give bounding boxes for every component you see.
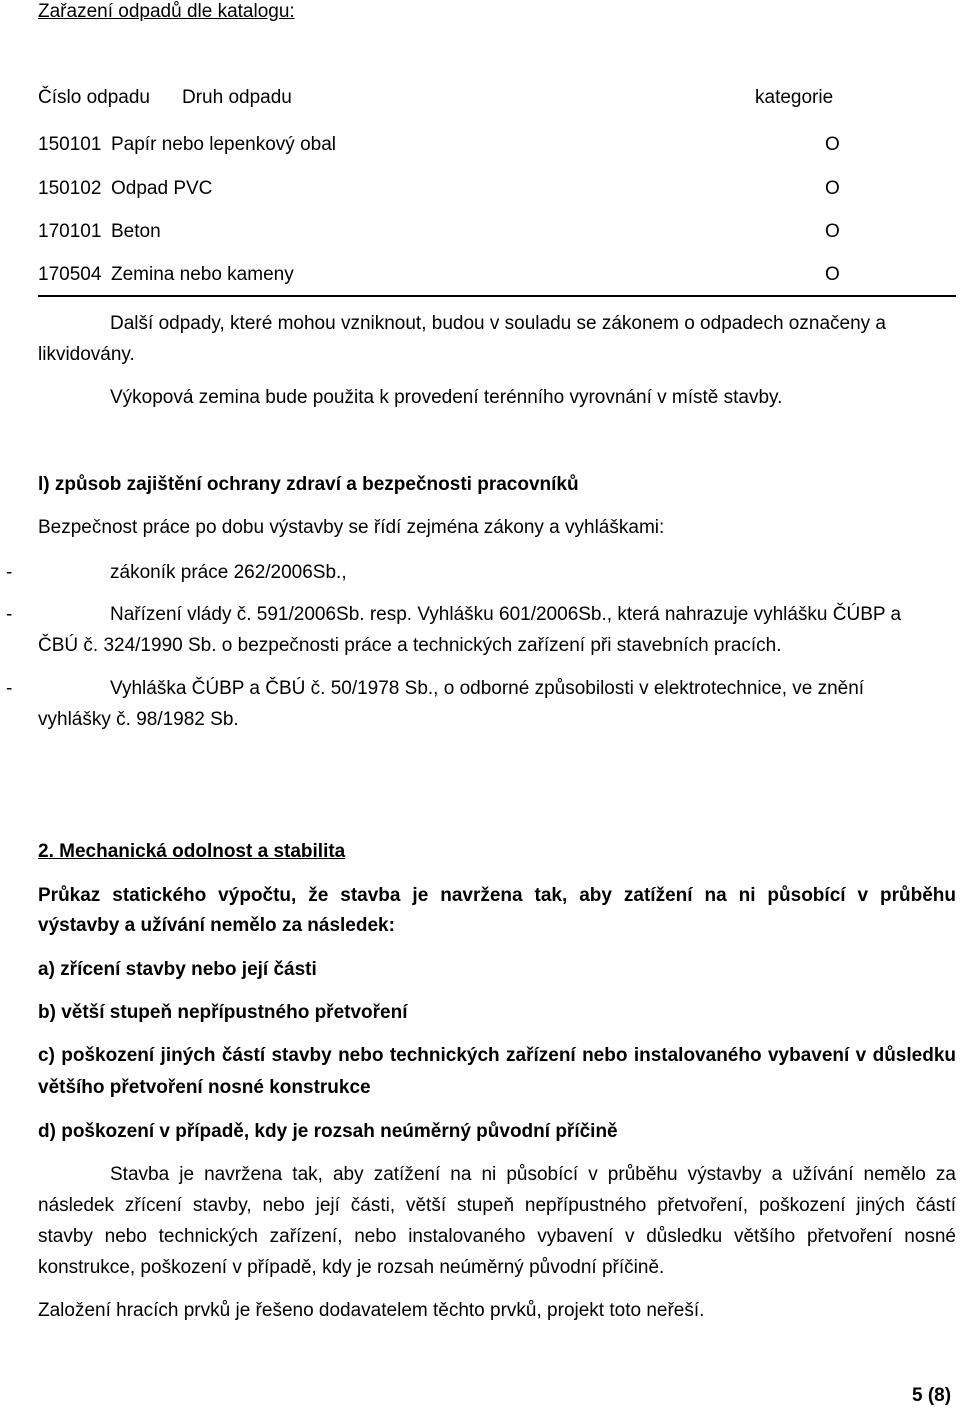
section-l-intro: Bezpečnost práce po dobu výstavby se řídí zejména zákony a vyhláškami: [38,517,665,538]
catalog-heading: Zařazení odpadů dle katalogu: [38,1,295,22]
table-header-code: Číslo odpadu [38,87,150,108]
other-waste-line1: Další odpady, které mohou vzniknout, budou v souladu se zákonem o odpadech označeny a [110,313,886,334]
paragraph-line1: Stavba je navržena tak, aby zatížení na ni působící v průběhu výstavby a užívání nemělo za [110,1164,956,1185]
section-2-heading: 2. Mechanická odolnost a stabilita [38,841,346,862]
section-2-intro-line2: výstavby a užívání nemělo za následek: [38,915,395,936]
bullet-line1: Vyhláška ČÚBP a ČBÚ č. 50/1978 Sb., o odborné způsobilosti v elektrotechnice, ve znění [110,678,865,699]
bullet-line1: Nařízení vlády č. 591/2006Sb. resp. Vyhlášku 601/2006Sb., která nahrazuje vyhlášku ČÚBP a [110,604,902,625]
section-2-intro-line1: Průkaz statického výpočtu, že stavba je navržena tak, aby zatížení na ni působící v průběhu [38,885,956,906]
other-waste-line2: likvidovány. [38,344,135,365]
row-name: Odpad PVC [111,178,213,199]
row-category: O [825,264,840,285]
row-code: 150102 [38,178,102,199]
row-name: Zemina nebo kameny [111,264,294,285]
item-c-line1: c) poškození jiných částí stavby nebo technických zařízení nebo instalovaného vybavení v důsledku [38,1045,956,1066]
bullet-dash: - [6,562,13,583]
play-elements-note: Založení hracích prvků je řešeno dodavatelem těchto prvků, projekt toto neřeší. [38,1300,705,1321]
bullet-line1: zákoník práce 262/2006Sb., [110,562,347,583]
table-header-name: Druh odpadu [182,87,292,108]
bullet-line2: vyhlášky č. 98/1982 Sb. [38,709,239,730]
table-header-category: kategorie [755,87,834,108]
row-category: O [825,178,840,199]
paragraph-line2: následek zřícení stavby, nebo její části, větší stupeň nepřípustného přetvoření, poškození jiných částí [38,1195,956,1216]
item-b: b) větší stupeň nepřípustného přetvoření [38,1002,408,1023]
excavation-note: Výkopová zemina bude použita k provedení terénního vyrovnání v místě stavby. [110,387,783,408]
paragraph-line3: stavby nebo technických zařízení, nebo instalovaného vybavení v důsledku většího přetvoření nosné [38,1226,956,1247]
bullet-dash: - [6,604,13,625]
row-code: 150101 [38,134,102,155]
row-code: 170101 [38,221,102,242]
row-category: O [825,134,840,155]
page-number: 5 (8) [912,1385,952,1406]
bullet-dash: - [6,678,13,699]
item-a: a) zřícení stavby nebo její části [38,959,317,980]
section-l-heading: l) způsob zajištění ochrany zdraví a bezpečnosti pracovníků [38,474,579,495]
row-category: O [825,221,840,242]
row-name: Papír nebo lepenkový obal [111,134,336,155]
row-name: Beton [111,221,161,242]
row-code: 170504 [38,264,102,285]
bullet-line2: ČBÚ č. 324/1990 Sb. o bezpečnosti práce a technických zařízení při stavebních pracích. [38,635,782,656]
item-c-line2: většího přetvoření nosné konstrukce [38,1077,371,1098]
item-d: d) poškození v případě, kdy je rozsah neúměrný původní příčině [38,1121,618,1142]
paragraph-line4: konstrukce, poškození v případě, kdy je rozsah neúměrný původní příčině. [38,1257,665,1278]
table-bottom-rule [38,295,956,297]
